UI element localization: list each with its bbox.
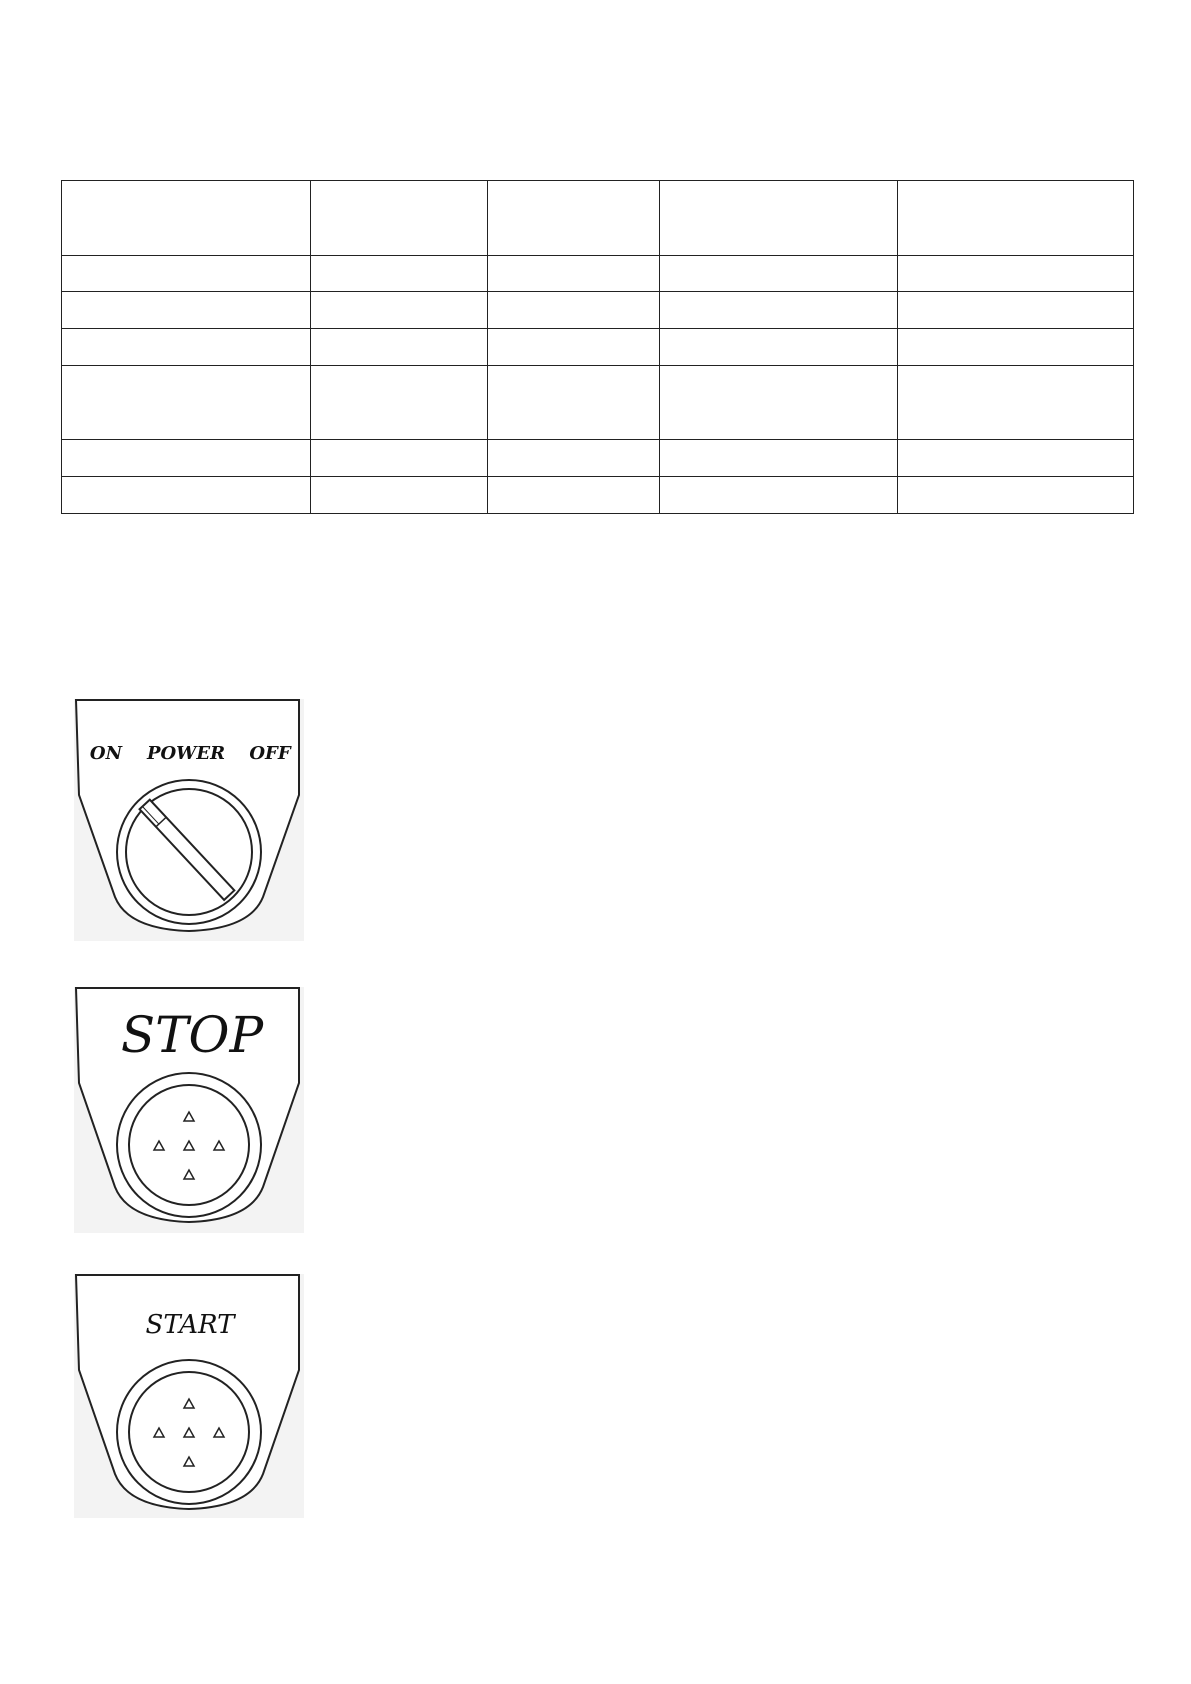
- table-row: [62, 255, 1134, 292]
- table-cell: [660, 365, 898, 440]
- table-row: [62, 440, 1134, 477]
- table-cell: [898, 440, 1134, 477]
- table-cell: [62, 477, 311, 514]
- table-row: [62, 365, 1134, 440]
- table-row: [62, 181, 1134, 256]
- table-cell: [62, 440, 311, 477]
- start-button-graphic: [74, 1274, 304, 1518]
- table-cell: [62, 181, 311, 256]
- table-cell: [488, 329, 660, 366]
- stop-button-graphic: [74, 987, 304, 1233]
- table-cell: [898, 255, 1134, 292]
- power-title-label: POWER: [146, 743, 226, 764]
- blank-table: [61, 180, 1134, 514]
- table-cell: [488, 181, 660, 256]
- table-cell: [62, 292, 311, 329]
- table-cell: [898, 365, 1134, 440]
- table-cell: [660, 181, 898, 256]
- power-switch-graphic: [74, 699, 304, 941]
- table-cell: [898, 329, 1134, 366]
- table-cell: [62, 329, 311, 366]
- stop-button-inner-ring[interactable]: [129, 1085, 249, 1205]
- start-label: START: [145, 1310, 235, 1340]
- start-button-inner-ring[interactable]: [129, 1372, 249, 1492]
- table-cell: [62, 255, 311, 292]
- table-cell: [311, 477, 488, 514]
- table-cell: [488, 477, 660, 514]
- power-off-label: OFF: [249, 743, 291, 764]
- table-row: [62, 329, 1134, 366]
- table-cell: [660, 440, 898, 477]
- table-cell: [311, 181, 488, 256]
- stop-button-panel: [74, 987, 304, 1233]
- table-cell: [660, 292, 898, 329]
- table-cell: [311, 440, 488, 477]
- table-cell: [898, 292, 1134, 329]
- stop-label: STOP: [120, 1006, 264, 1064]
- table-cell: [488, 440, 660, 477]
- table-row: [62, 292, 1134, 329]
- table-cell: [311, 365, 488, 440]
- table-cell: [898, 477, 1134, 514]
- table-cell: [660, 477, 898, 514]
- table-cell: [898, 181, 1134, 256]
- table-cell: [311, 292, 488, 329]
- table-cell: [488, 292, 660, 329]
- power-switch-panel: [74, 699, 304, 941]
- table-cell: [311, 255, 488, 292]
- power-on-label: ON: [89, 743, 123, 764]
- start-button-panel: [74, 1274, 304, 1518]
- table-cell: [660, 255, 898, 292]
- table-row: [62, 477, 1134, 514]
- table-cell: [660, 329, 898, 366]
- table-cell: [488, 255, 660, 292]
- table-cell: [488, 365, 660, 440]
- table-cell: [311, 329, 488, 366]
- table-cell: [62, 365, 311, 440]
